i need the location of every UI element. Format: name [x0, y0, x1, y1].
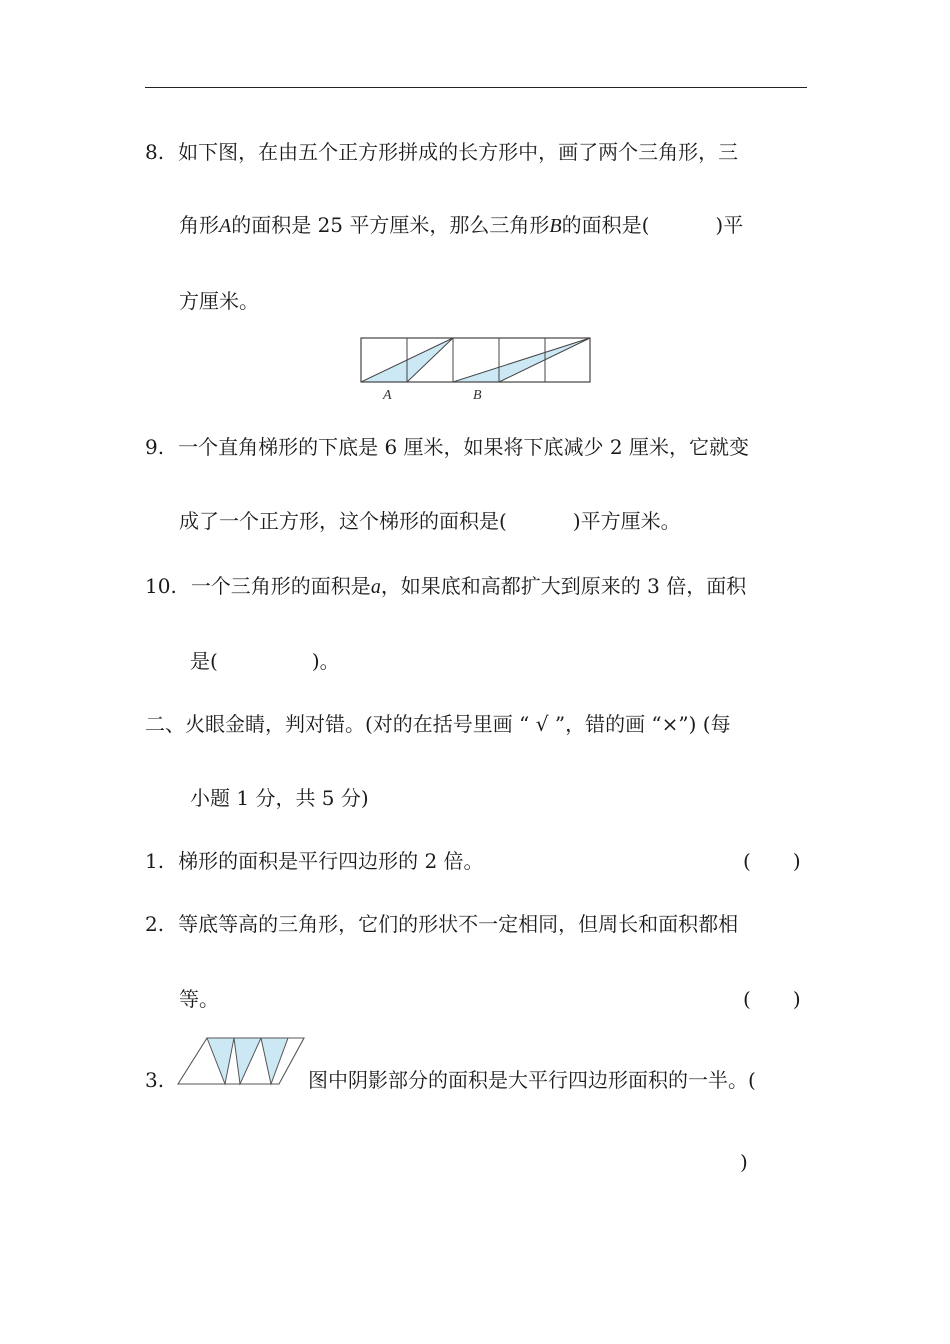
q8-line2: 角形A的面积是 25 平方厘米，那么三角形B的面积是( )平 — [179, 213, 744, 237]
q8-figure — [355, 333, 600, 405]
j3-text: 图中阴影部分的面积是大平行四边形面积的一半。( — [308, 1068, 756, 1092]
label-b: B — [473, 388, 482, 403]
j2-number: 2. — [145, 912, 165, 936]
section2-heading-line2: 小题 1 分，共 5 分) — [190, 786, 369, 810]
j2-line1: 2. 等底等高的三角形，它们的形状不一定相同，但周长和面积都相 — [145, 912, 739, 936]
header-rule — [145, 87, 807, 88]
j1-number: 1. — [145, 849, 165, 873]
j2-answer-box[interactable]: ( ) — [743, 987, 801, 1011]
q9-line2: 成了一个正方形，这个梯形的面积是( )平方厘米。 — [179, 509, 681, 533]
q9-line1: 9. 一个直角梯形的下底是 6 厘米，如果将下底减少 2 厘米，它就变 — [145, 435, 749, 459]
q10-var-a: a — [370, 576, 381, 598]
j1-line: 1. 梯形的面积是平行四边形的 2 倍。 — [145, 849, 484, 873]
triangle-b — [453, 338, 590, 382]
q10-line1: 10. 一个三角形的面积是a，如果底和高都扩大到原来的 3 倍，面积 — [145, 574, 747, 598]
j3-figure — [176, 1036, 306, 1088]
q8-var-a: A — [219, 215, 232, 237]
section2-heading: 二、火眼金睛，判对错。(对的在括号里画 “ √ ”，错的画 “×”) (每 — [145, 712, 731, 736]
q8-line1: 8. 如下图，在由五个正方形拼成的长方形中，画了两个三角形，三 — [145, 140, 739, 164]
j2-line2: 等。 — [179, 987, 219, 1011]
j3-number: 3. — [145, 1068, 165, 1092]
j1-answer-box[interactable]: ( ) — [743, 849, 801, 873]
q8-number: 8. — [145, 140, 165, 164]
q8-line3: 方厘米。 — [179, 289, 259, 313]
label-a: A — [383, 388, 392, 403]
j3-answer-close[interactable]: ) — [740, 1150, 748, 1174]
q10-number: 10. — [145, 574, 177, 598]
q8-var-b: B — [549, 215, 562, 237]
q10-line2: 是( )。 — [190, 649, 340, 673]
q9-number: 9. — [145, 435, 165, 459]
